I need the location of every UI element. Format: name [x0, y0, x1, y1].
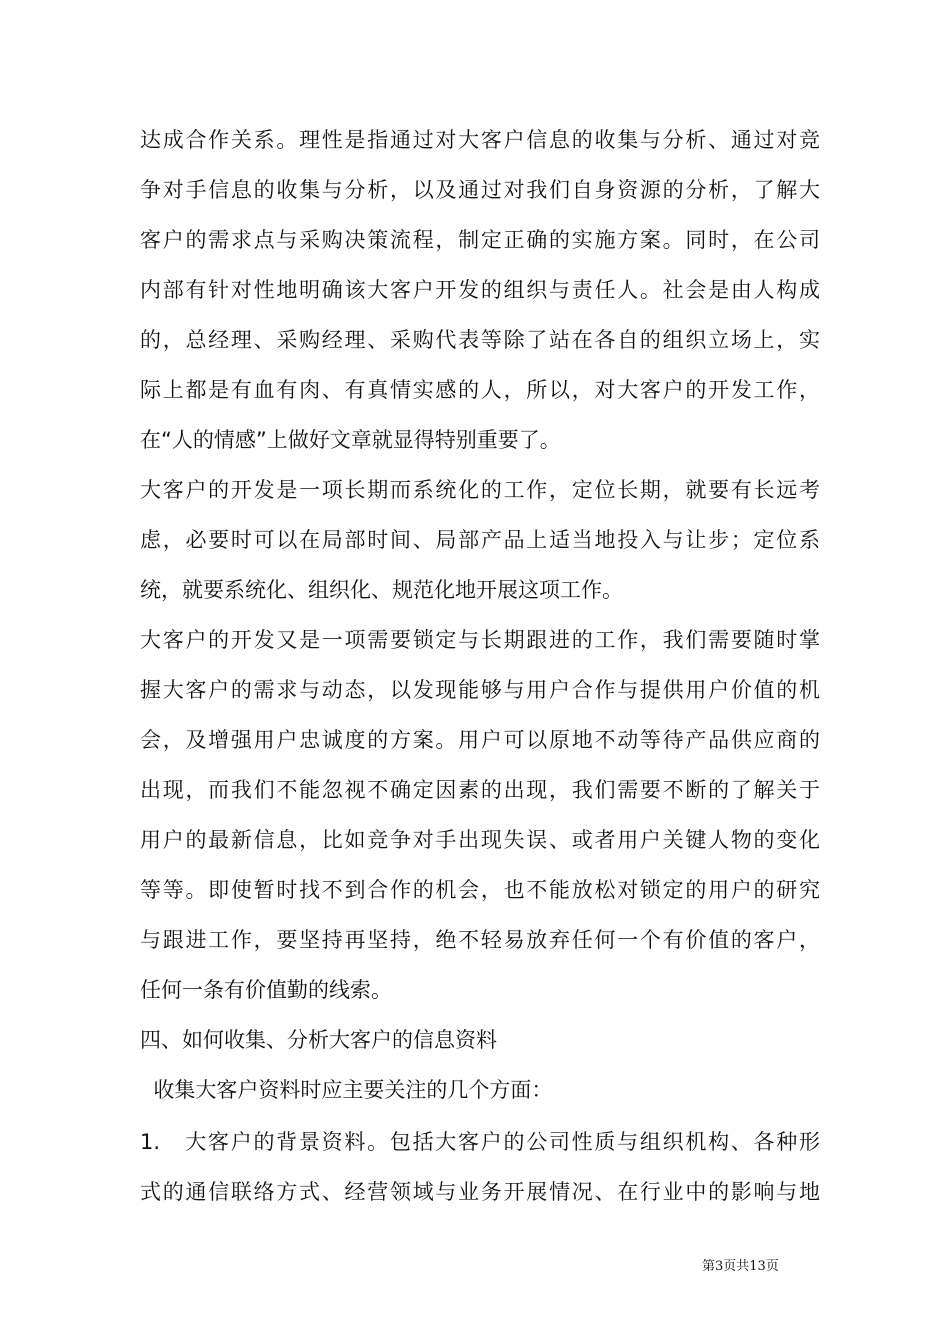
body-line: 际上都是有血有肉、有真情实感的人，所以，对大客户的开发工作，	[140, 378, 820, 402]
body-line: 内部有针对性地明确该大客户开发的组织与责任人。社会是由人构成	[140, 278, 820, 302]
body-line: 握大客户的需求与动态，以发现能够与用户合作与提供用户价值的机	[140, 678, 820, 702]
body-line: 大客户的开发是一项长期而系统化的工作，定位长期，就要有长远考	[140, 478, 820, 502]
body-line: 与跟进工作，要坚持再坚持，绝不轻易放弃任何一个有价值的客户，	[140, 928, 820, 952]
section-heading: 四、如何收集、分析大客户的信息资料	[140, 1028, 497, 1052]
body-line: 的，总经理、采购经理、采购代表等除了站在各自的组织立场上，实	[140, 328, 820, 352]
body-line: 达成合作关系。理性是指通过对大客户信息的收集与分析、通过对竞	[140, 128, 820, 152]
body-line: 会，及增强用户忠诚度的方案。用户可以原地不动等待产品供应商的	[140, 728, 820, 752]
body-line: 虑，必要时可以在局部时间、局部产品上适当地投入与让步；定位系	[140, 528, 820, 552]
body-line: 任何一条有价值勤的线索。	[140, 978, 392, 1002]
body-line: 用户的最新信息，比如竞争对手出现失误、或者用户关键人物的变化	[140, 828, 820, 852]
body-line: 客户的需求点与采购决策流程，制定正确的实施方案。同时，在公司	[140, 228, 820, 252]
list-item: 1. 大客户的背景资料。包括大客户的公司性质与组织机构、各种形	[140, 1130, 820, 1154]
page-number-footer: 第3页共13页	[702, 1259, 779, 1274]
body-line: 式的通信联络方式、经营领域与业务开展情况、在行业中的影响与地	[140, 1180, 820, 1204]
body-line: 等等。即使暂时找不到合作的机会，也不能放松对锁定的用户的研究	[140, 878, 820, 902]
body-line: 出现，而我们不能忽视不确定因素的出现，我们需要不断的了解关于	[140, 778, 820, 802]
body-line: 统，就要系统化、组织化、规范化地开展这项工作。	[140, 578, 623, 602]
body-line: 在“人的情感”上做好文章就显得特别重要了。	[140, 428, 561, 452]
body-line: 争对手信息的收集与分析，以及通过对我们自身资源的分析，了解大	[140, 178, 820, 202]
body-line: 收集大客户资料时应主要关注的几个方面：	[140, 1078, 553, 1102]
body-line: 大客户的开发又是一项需要锁定与长期跟进的工作，我们需要随时掌	[140, 628, 820, 652]
